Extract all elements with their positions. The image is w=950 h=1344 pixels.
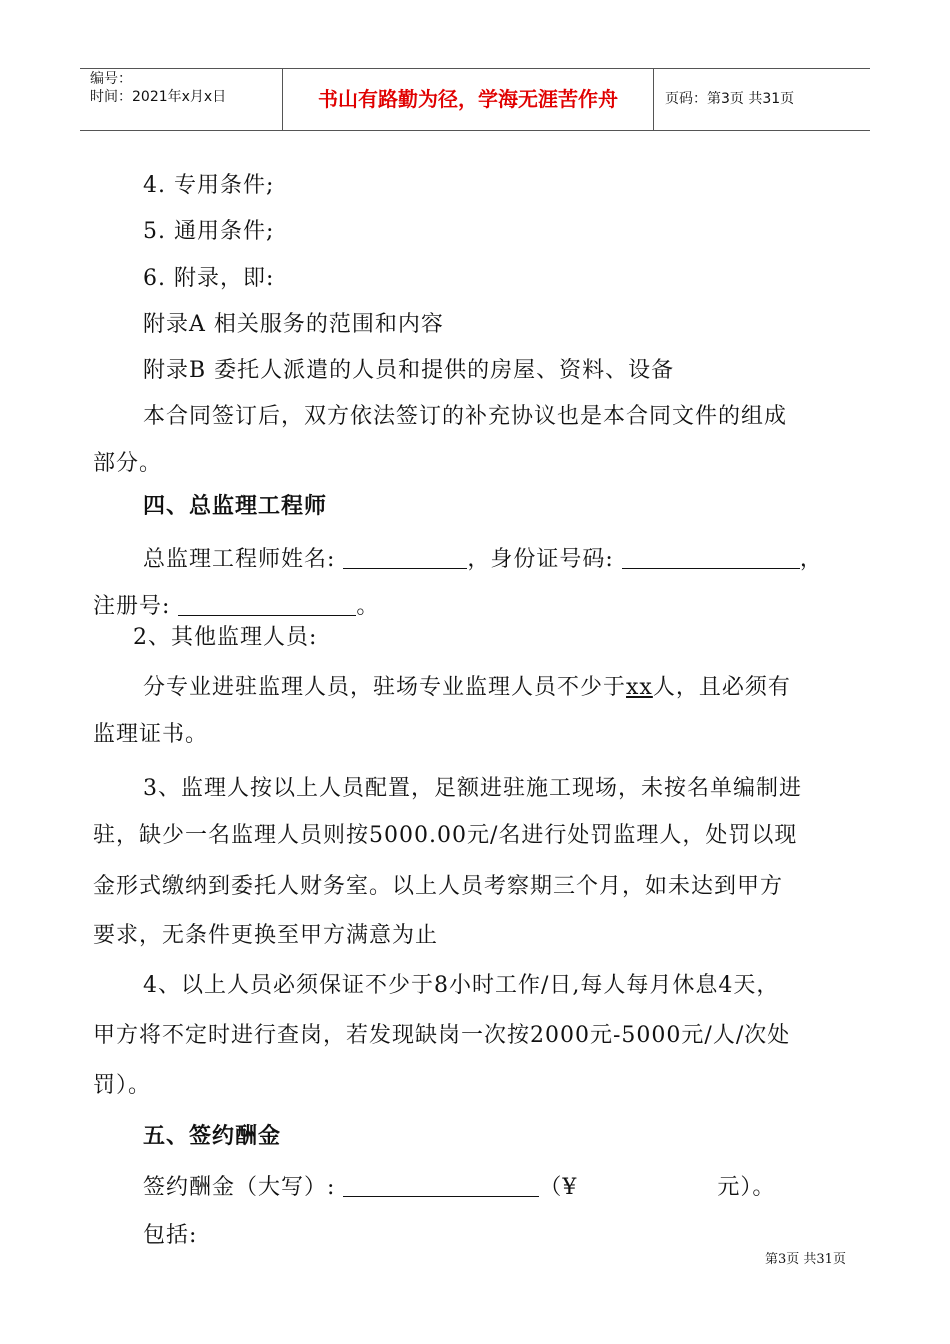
penalty-paragraph-line4: 要求，无条件更换至甲方满意为止 bbox=[93, 923, 439, 948]
paragraph-supplement-line1: 本合同签订后，双方依法签订的补充协议也是本合同文件的组成 bbox=[143, 404, 788, 429]
item-appendix: 6. 附录，即: bbox=[143, 266, 275, 291]
registration-label: 注册号: bbox=[93, 594, 179, 619]
other-staff-heading: 2、其他监理人员: bbox=[133, 625, 318, 650]
header-page-number: 页码：第3页 共31页 bbox=[665, 91, 795, 107]
header-motto: 书山有路勤为径，学海无涯苦作舟 bbox=[283, 69, 654, 130]
staff-requirement-text: 分专业进驻监理人员，驻场专业监理人员不少于 bbox=[143, 675, 627, 700]
section-heading-remuneration: 五、签约酬金 bbox=[143, 1124, 282, 1149]
paragraph-supplement-line2: 部分。 bbox=[93, 451, 163, 476]
penalty-paragraph-line1: 3、监理人按以上人员配置，足额进驻施工现场，未按名单编制进 bbox=[143, 776, 802, 801]
remuneration-label: 签约酬金（大写）: bbox=[143, 1175, 344, 1200]
comma: ， bbox=[799, 547, 823, 572]
header-meta-cell bbox=[80, 69, 283, 130]
appendix-b: 附录B 委托人派遣的人员和提供的房屋、资料、设备 bbox=[143, 358, 675, 383]
yuan-symbol: （¥ bbox=[539, 1175, 578, 1200]
staff-requirement-line2: 监理证书。 bbox=[93, 722, 209, 747]
item-general-conditions: 5. 通用条件; bbox=[143, 219, 275, 244]
remuneration-amount-blank bbox=[343, 1174, 539, 1197]
appendix-a: 附录A 相关服务的范围和内容 bbox=[143, 312, 444, 337]
registration-blank bbox=[178, 593, 356, 616]
staff-requirement-tail: 人，且必须有 bbox=[652, 675, 791, 700]
includes-label: 包括: bbox=[143, 1223, 198, 1248]
header-number: 编号： bbox=[90, 71, 132, 87]
attendance-paragraph-line1: 4、以上人员必须保证不少于8小时工作/日,每人每月休息4天， bbox=[143, 973, 780, 998]
yuan-unit: 元）。 bbox=[717, 1175, 776, 1200]
page-footer: 第3页 共31页 bbox=[765, 1252, 846, 1267]
attendance-paragraph-line2: 甲方将不定时进行查岗，若发现缺岗一次按2000元-5000元/人/次处 bbox=[93, 1023, 791, 1048]
id-number-label: ，身份证号码: bbox=[467, 547, 622, 572]
page-header bbox=[80, 68, 870, 131]
staff-count: xx bbox=[626, 675, 653, 700]
header-time: 时间：2021年x月x日 bbox=[90, 89, 227, 105]
item-special-conditions: 4. 专用条件; bbox=[143, 173, 275, 198]
registration-line bbox=[93, 589, 379, 620]
chief-engineer-name-blank bbox=[343, 546, 467, 569]
id-number-blank bbox=[622, 546, 800, 569]
staff-requirement-line1 bbox=[143, 670, 791, 701]
penalty-paragraph-line3: 金形式缴纳到委托人财务室。以上人员考察期三个月，如未达到甲方 bbox=[93, 874, 784, 899]
section-heading-chief-engineer: 四、总监理工程师 bbox=[143, 494, 328, 519]
chief-engineer-name-label: 总监理工程师姓名: bbox=[143, 547, 344, 572]
attendance-paragraph-line3: 罚）。 bbox=[93, 1073, 152, 1098]
chief-engineer-info-line bbox=[143, 542, 823, 573]
penalty-paragraph-line2: 驻，缺少一名监理人员则按5000.00元/名进行处罚监理人，处罚以现 bbox=[93, 823, 798, 848]
period: 。 bbox=[356, 594, 380, 619]
remuneration-line bbox=[143, 1170, 775, 1201]
